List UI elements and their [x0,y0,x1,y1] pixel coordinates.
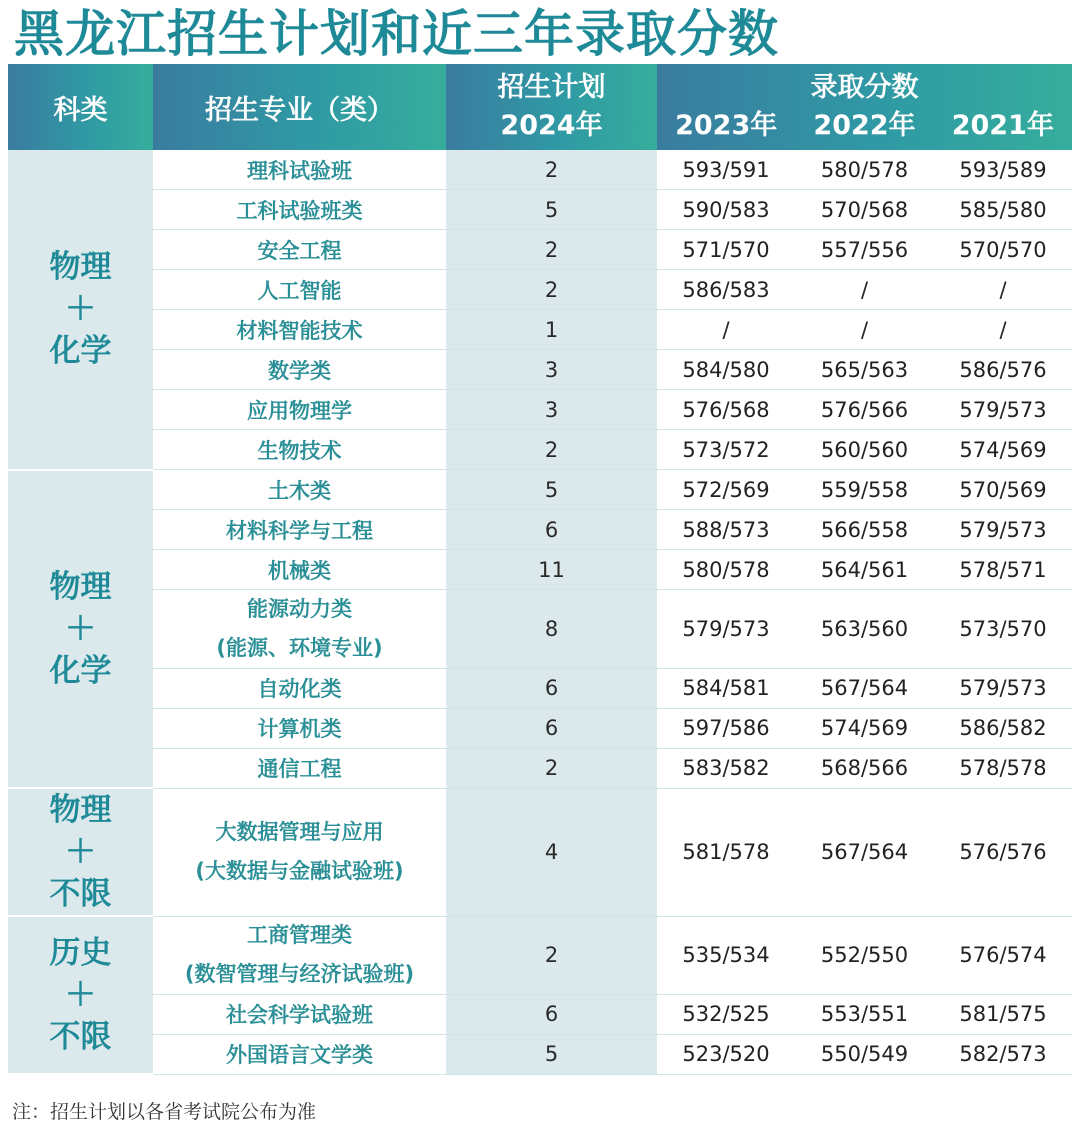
table-row [8,590,1072,669]
category-cell [8,916,153,1074]
table-row [8,916,1072,995]
major-line: 大数据管理与应用 [215,820,384,844]
table-body [8,150,1072,1074]
major-cell [153,430,446,470]
score-2022-cell: 567/564 [795,669,934,709]
score-2021-cell: 579/573 [934,390,1072,430]
score-2021-cell: 570/569 [934,470,1072,510]
score-2021-cell: 576/574 [934,916,1072,995]
table-row [8,310,1072,350]
major-cell [153,230,446,270]
category-line: 物理 [49,568,112,605]
score-2023-cell: 586/583 [657,270,795,310]
table-row [8,1034,1072,1074]
major-line: 计算机类 [257,717,342,741]
table-header [8,64,1072,150]
major-line: 数学类 [268,358,331,383]
header-plan [446,64,657,150]
major-cell [153,1034,446,1074]
major-cell [153,916,446,995]
score-2021-cell: 581/575 [934,995,1072,1035]
admission-table [8,64,1072,1075]
score-2023-cell: 581/578 [657,788,795,916]
score-2023-cell: 535/534 [657,916,795,995]
score-2022-cell: 559/558 [795,470,934,510]
major-line: 机械类 [268,558,331,583]
score-2023-cell: 576/568 [657,390,795,430]
score-2023-cell: 597/586 [657,708,795,748]
table-row [8,390,1072,430]
header-years [657,107,1072,145]
plan-cell: 11 [446,550,657,590]
score-2021-cell: 586/576 [934,350,1072,390]
major-cell [153,310,446,350]
major-line: 安全工程 [257,238,342,263]
score-2022-cell: 557/556 [795,230,934,270]
table-row [8,550,1072,590]
score-2022-cell: 580/578 [795,150,934,190]
header-year-2021: 2021年 [951,110,1054,141]
major-cell [153,470,446,510]
plan-cell: 2 [446,430,657,470]
category-line: ＋ [65,834,96,870]
major-line: 理科试验班 [247,158,352,183]
major-line: 人工智能 [257,278,342,303]
category-line: 化学 [49,333,112,370]
category-line: 化学 [49,652,112,689]
score-2021-cell: 586/582 [934,708,1072,748]
table-row [8,190,1072,230]
score-2022-cell: 553/551 [795,995,934,1035]
table-row [8,350,1072,390]
score-2022-cell: 574/569 [795,708,934,748]
score-2022-cell: 563/560 [795,590,934,669]
header-scores [657,64,1072,150]
major-line: 应用物理学 [247,398,352,423]
major-cell [153,788,446,916]
score-2022-cell: 570/568 [795,190,934,230]
plan-cell: 2 [446,150,657,190]
score-2021-cell: 585/580 [934,190,1072,230]
major-cell [153,550,446,590]
score-2022-cell: 564/561 [795,550,934,590]
major-line: 社会科学试验班 [226,1003,373,1027]
major-line: (能源、环境专业) [216,636,383,660]
major-cell [153,708,446,748]
plan-cell: 8 [446,590,657,669]
score-2023-cell: 593/591 [657,150,795,190]
table-row [8,748,1072,788]
plan-cell: 2 [446,270,657,310]
major-cell [153,510,446,550]
score-2021-cell: 574/569 [934,430,1072,470]
score-2021-cell: 570/570 [934,230,1072,270]
score-2022-cell: 568/566 [795,748,934,788]
plan-cell: 5 [446,470,657,510]
category-line: ＋ [65,977,96,1013]
score-2021-cell: / [934,310,1072,350]
plan-cell: 1 [446,310,657,350]
major-cell [153,350,446,390]
plan-cell: 6 [446,995,657,1035]
major-cell [153,150,446,190]
plan-cell: 3 [446,390,657,430]
major-cell [153,270,446,310]
score-2021-cell: / [934,270,1072,310]
table-row [8,669,1072,709]
major-line: 能源动力类 [247,597,352,621]
major-cell [153,590,446,669]
plan-cell: 3 [446,350,657,390]
major-cell [153,748,446,788]
category-cell [8,788,153,916]
score-2022-cell: / [795,270,934,310]
major-line: 工科试验班类 [236,198,363,223]
plan-cell: 2 [446,230,657,270]
table-row [8,230,1072,270]
major-line: 材料智能技术 [236,318,363,343]
major-line: 土木类 [268,478,331,503]
major-line: 生物技术 [257,438,342,463]
category-cell [8,150,153,470]
major-cell [153,669,446,709]
category-line: ＋ [65,291,96,328]
score-2022-cell: 560/560 [795,430,934,470]
score-2021-cell: 582/573 [934,1034,1072,1074]
major-line: 外国语言文学类 [226,1043,373,1067]
header-scores-title: 录取分数 [810,72,919,103]
score-2021-cell: 573/570 [934,590,1072,669]
score-2022-cell: 566/558 [795,510,934,550]
score-2023-cell: 584/581 [657,669,795,709]
table-row [8,470,1072,510]
header-year-2023: 2023年 [675,110,778,141]
major-line: (大数据与金融试验班) [195,859,404,883]
category-cell [8,470,153,789]
score-2022-cell: 567/564 [795,788,934,916]
plan-cell: 4 [446,788,657,916]
category-line: 物理 [49,792,112,828]
plan-cell: 5 [446,1034,657,1074]
score-2023-cell: 532/525 [657,995,795,1035]
score-2022-cell: / [795,310,934,350]
score-2023-cell: 523/520 [657,1034,795,1074]
score-2023-cell: 571/570 [657,230,795,270]
major-line: (数智管理与经济试验班) [184,962,415,986]
score-2021-cell: 578/571 [934,550,1072,590]
table-row [8,708,1072,748]
table-row [8,788,1072,916]
score-2023-cell: 583/582 [657,748,795,788]
score-2023-cell: 588/573 [657,510,795,550]
major-line: 工商管理类 [247,923,352,947]
major-cell [153,390,446,430]
score-2023-cell: 584/580 [657,350,795,390]
footnote: 注：招生计划以各省考试院公布为准 [12,1101,317,1123]
plan-cell: 6 [446,708,657,748]
score-2023-cell: / [657,310,795,350]
score-2022-cell: 552/550 [795,916,934,995]
score-2021-cell: 576/576 [934,788,1072,916]
header-plan-line2: 2024年 [500,110,603,141]
plan-cell: 2 [446,748,657,788]
score-2023-cell: 573/572 [657,430,795,470]
score-2023-cell: 580/578 [657,550,795,590]
score-2023-cell: 579/573 [657,590,795,669]
header-category: 科类 [8,64,153,150]
score-2023-cell: 572/569 [657,470,795,510]
page-title: 黑龙江招生计划和近三年录取分数 [14,5,779,63]
header-year-2022: 2022年 [813,110,916,141]
score-2021-cell: 579/573 [934,510,1072,550]
table-row [8,510,1072,550]
score-2022-cell: 565/563 [795,350,934,390]
table-row [8,995,1072,1035]
major-line: 通信工程 [257,757,342,781]
score-2021-cell: 579/573 [934,669,1072,709]
plan-cell: 2 [446,916,657,995]
table-row [8,150,1072,190]
major-cell [153,190,446,230]
category-line: ＋ [65,610,96,647]
header-plan-line1: 招生计划 [497,72,606,103]
header-major: 招生专业（类） [153,64,446,150]
category-line: 不限 [49,1019,112,1055]
plan-cell: 5 [446,190,657,230]
table-row [8,430,1072,470]
score-2021-cell: 593/589 [934,150,1072,190]
plan-cell: 6 [446,510,657,550]
major-line: 材料科学与工程 [226,518,373,543]
major-cell [153,995,446,1035]
category-line: 不限 [49,876,112,912]
category-line: 历史 [49,935,112,971]
score-2023-cell: 590/583 [657,190,795,230]
score-2021-cell: 578/578 [934,748,1072,788]
table-row [8,270,1072,310]
major-line: 自动化类 [257,677,342,701]
score-2022-cell: 550/549 [795,1034,934,1074]
category-line: 物理 [49,249,112,286]
score-2022-cell: 576/566 [795,390,934,430]
plan-cell: 6 [446,669,657,709]
